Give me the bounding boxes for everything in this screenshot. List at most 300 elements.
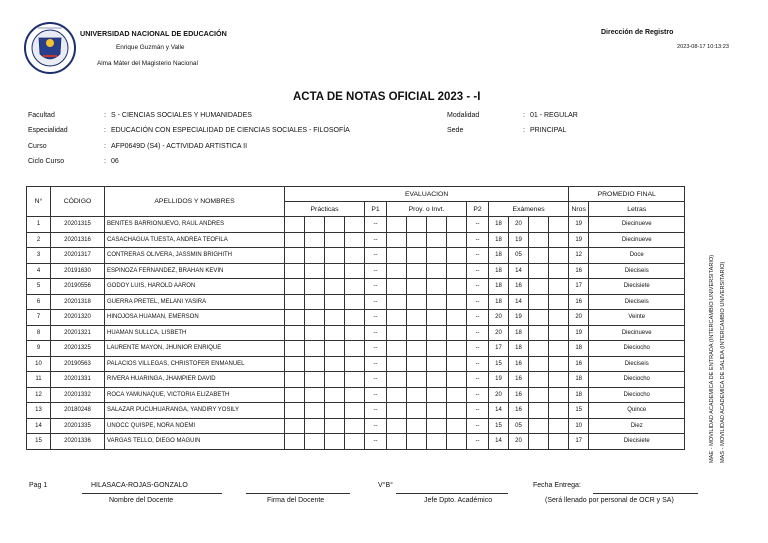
- exam2-score: 18: [509, 325, 529, 341]
- proy-cell: [427, 263, 447, 279]
- university-seal: [24, 12, 76, 84]
- p2-score: --: [467, 232, 489, 248]
- exam-cell: [529, 434, 549, 450]
- exam-cell: [549, 387, 569, 403]
- proy-cell: [387, 356, 407, 372]
- student-code: 20201316: [51, 232, 105, 248]
- proy-cell: [427, 403, 447, 419]
- student-name: CASACHAGUA TUESTA, ANDREA TEOFILA: [105, 232, 285, 248]
- proy-cell: [407, 403, 427, 419]
- student-name: GODOY LUIS, HAROLD AARON: [105, 279, 285, 295]
- final-grade-letters: Dieciocho: [589, 387, 685, 403]
- proy-cell: [427, 232, 447, 248]
- p1-score: --: [365, 279, 387, 295]
- practica-cell: [305, 294, 325, 310]
- proy-cell: [407, 232, 427, 248]
- student-name: CONTRERAS OLIVERA, JASSMIN BRIGHITH: [105, 248, 285, 264]
- final-grade-number: 20: [569, 310, 589, 326]
- proy-cell: [447, 325, 467, 341]
- p1-score: --: [365, 341, 387, 357]
- p1-score: --: [365, 434, 387, 450]
- exam-cell: [529, 294, 549, 310]
- student-code: 20190563: [51, 356, 105, 372]
- col-header-p2: P2: [467, 202, 489, 217]
- proy-cell: [387, 217, 407, 233]
- proy-cell: [427, 325, 447, 341]
- practica-cell: [285, 387, 305, 403]
- exam-cell: [549, 310, 569, 326]
- practica-cell: [345, 325, 365, 341]
- p1-score: --: [365, 418, 387, 434]
- proy-cell: [447, 217, 467, 233]
- final-grade-number: 18: [569, 341, 589, 357]
- proy-cell: [447, 341, 467, 357]
- proy-cell: [407, 310, 427, 326]
- exam-cell: [549, 294, 569, 310]
- ciclo-colon: :: [104, 158, 106, 165]
- final-grade-letters: Diez: [589, 418, 685, 434]
- practica-cell: [345, 217, 365, 233]
- proy-cell: [447, 372, 467, 388]
- exam-cell: [549, 263, 569, 279]
- final-grade-letters: Doce: [589, 248, 685, 264]
- practica-cell: [285, 325, 305, 341]
- table-row: [27, 325, 685, 341]
- practica-cell: [325, 279, 345, 295]
- student-name: UNOCC QUISPE, NORA NOEMI: [105, 418, 285, 434]
- practica-cell: [325, 372, 345, 388]
- practica-cell: [285, 248, 305, 264]
- final-grade-letters: Veinte: [589, 310, 685, 326]
- practica-cell: [285, 310, 305, 326]
- proy-cell: [387, 263, 407, 279]
- proy-cell: [387, 403, 407, 419]
- exam2-score: 20: [509, 217, 529, 233]
- exam2-score: 05: [509, 248, 529, 264]
- exam-cell: [549, 372, 569, 388]
- student-name: LAURENTE MAYON, JHUNIOR ENRIQUE: [105, 341, 285, 357]
- exam2-score: 16: [509, 372, 529, 388]
- col-header-evaluacion: EVALUACION: [285, 187, 569, 202]
- practica-cell: [345, 341, 365, 357]
- col-header-promedio: PROMEDIO FINAL: [569, 187, 685, 202]
- exam1-score: 18: [489, 279, 509, 295]
- proy-cell: [387, 232, 407, 248]
- proy-cell: [407, 372, 427, 388]
- table-row: [27, 418, 685, 434]
- p1-score: --: [365, 248, 387, 264]
- practica-cell: [285, 372, 305, 388]
- signature-line-nombre: [82, 493, 222, 494]
- practica-cell: [325, 325, 345, 341]
- practica-cell: [325, 403, 345, 419]
- table-row: [27, 263, 685, 279]
- exam2-score: 16: [509, 279, 529, 295]
- p1-score: --: [365, 387, 387, 403]
- practica-cell: [305, 387, 325, 403]
- proy-cell: [447, 403, 467, 419]
- exam-cell: [549, 217, 569, 233]
- document-title: ACTA DE NOTAS OFICIAL 2023 - -I: [293, 91, 481, 103]
- proy-cell: [447, 232, 467, 248]
- student-code: 20201315: [51, 217, 105, 233]
- final-grade-letters: Quince: [589, 403, 685, 419]
- row-number: 5: [27, 279, 51, 295]
- proy-cell: [407, 356, 427, 372]
- student-name: HINOJOSA HUAMAN, EMERSON: [105, 310, 285, 326]
- modalidad-label: Modalidad: [447, 112, 480, 119]
- p1-score: --: [365, 217, 387, 233]
- practica-cell: [305, 232, 325, 248]
- sede-label: Sede: [447, 127, 464, 134]
- practica-cell: [305, 434, 325, 450]
- final-grade-letters: Diecinueve: [589, 217, 685, 233]
- practica-cell: [305, 356, 325, 372]
- table-row: [27, 310, 685, 326]
- proy-cell: [427, 387, 447, 403]
- p2-score: --: [467, 356, 489, 372]
- proy-cell: [427, 310, 447, 326]
- practica-cell: [345, 418, 365, 434]
- facultad-colon: :: [104, 112, 106, 119]
- firma-docente-caption: Firma del Docente: [267, 497, 325, 504]
- final-grade-letters: Dieciocho: [589, 372, 685, 388]
- curso-label: Curso: [28, 143, 47, 150]
- practica-cell: [325, 294, 345, 310]
- p2-score: --: [467, 418, 489, 434]
- university-name: UNIVERSIDAD NACIONAL DE EDUCACIÓN: [80, 29, 227, 38]
- practica-cell: [345, 232, 365, 248]
- exam-cell: [529, 263, 549, 279]
- exam1-score: 18: [489, 232, 509, 248]
- col-header-practicas: Prácticas: [285, 202, 365, 217]
- practica-cell: [325, 263, 345, 279]
- student-name: BENITES BARRIONUEVO, RAUL ANDRES: [105, 217, 285, 233]
- row-number: 10: [27, 356, 51, 372]
- practica-cell: [345, 372, 365, 388]
- practica-cell: [325, 418, 345, 434]
- proy-cell: [427, 418, 447, 434]
- proy-cell: [407, 387, 427, 403]
- side-note-mas: MAS - MOVILIDAD ACADEMICA DE SALIDA (INTERCAMBIO UNIVERSITARIO): [720, 261, 726, 463]
- side-note-mae: MAE - MOVILIDAD ACADEMICA DE ENTRADA (INTERCAMBIO UNIVERSITARIO): [709, 254, 715, 463]
- p2-score: --: [467, 341, 489, 357]
- p2-score: --: [467, 387, 489, 403]
- exam2-score: 14: [509, 263, 529, 279]
- facultad-label: Facultad: [28, 112, 55, 119]
- table-row: [27, 356, 685, 372]
- p2-score: --: [467, 434, 489, 450]
- row-number: 15: [27, 434, 51, 450]
- exam-cell: [529, 387, 549, 403]
- proy-cell: [407, 248, 427, 264]
- practica-cell: [345, 248, 365, 264]
- proy-cell: [387, 310, 407, 326]
- practica-cell: [305, 310, 325, 326]
- final-grade-number: 16: [569, 356, 589, 372]
- row-number: 14: [27, 418, 51, 434]
- proy-cell: [427, 279, 447, 295]
- proy-cell: [407, 217, 427, 233]
- proy-cell: [407, 341, 427, 357]
- exam-cell: [549, 232, 569, 248]
- final-grade-number: 19: [569, 217, 589, 233]
- practica-cell: [285, 434, 305, 450]
- proy-cell: [387, 341, 407, 357]
- practica-cell: [285, 356, 305, 372]
- final-grade-number: 17: [569, 434, 589, 450]
- vb-label: V°B°: [378, 482, 393, 489]
- proy-cell: [387, 294, 407, 310]
- curso-value: AFP0649D (S4) - ACTIVIDAD ARTISTICA II: [111, 143, 248, 150]
- exam-cell: [549, 356, 569, 372]
- exam-cell: [529, 279, 549, 295]
- row-number: 12: [27, 387, 51, 403]
- student-code: 20201318: [51, 294, 105, 310]
- docente-name: HILASACA-ROJAS-GONZALO: [91, 482, 188, 489]
- practica-cell: [285, 341, 305, 357]
- exam1-score: 17: [489, 341, 509, 357]
- proy-cell: [447, 263, 467, 279]
- col-header-nros: Nros: [569, 202, 589, 217]
- col-header-letras: Letras: [589, 202, 685, 217]
- proy-cell: [387, 387, 407, 403]
- exam2-score: 16: [509, 356, 529, 372]
- practica-cell: [325, 434, 345, 450]
- final-grade-number: 15: [569, 403, 589, 419]
- facultad-value: S - CIENCIAS SOCIALES Y HUMANIDADES: [111, 112, 252, 119]
- p1-score: --: [365, 294, 387, 310]
- practica-cell: [305, 325, 325, 341]
- proy-cell: [407, 294, 427, 310]
- exam-cell: [529, 341, 549, 357]
- table-row: [27, 387, 685, 403]
- proy-cell: [427, 248, 447, 264]
- col-header-nombres: APELLIDOS Y NOMBRES: [105, 187, 285, 217]
- p2-score: --: [467, 217, 489, 233]
- grades-table: [26, 186, 685, 450]
- practica-cell: [305, 403, 325, 419]
- exam-cell: [529, 248, 549, 264]
- final-grade-letters: Dieciseis: [589, 356, 685, 372]
- practica-cell: [285, 294, 305, 310]
- final-grade-number: 18: [569, 387, 589, 403]
- p2-score: --: [467, 263, 489, 279]
- signature-line-jefe: [396, 493, 508, 494]
- table-row: [27, 248, 685, 264]
- practica-cell: [345, 403, 365, 419]
- p1-score: --: [365, 263, 387, 279]
- proy-cell: [387, 434, 407, 450]
- final-grade-letters: Diecinueve: [589, 325, 685, 341]
- signature-line-firma: [246, 493, 350, 494]
- ocr-note: (Será llenado por personal de OCR y SA): [545, 497, 674, 504]
- final-grade-number: 12: [569, 248, 589, 264]
- proy-cell: [447, 294, 467, 310]
- proy-cell: [427, 217, 447, 233]
- jefe-caption: Jefe Dpto. Académico: [424, 497, 493, 504]
- exam1-score: 14: [489, 403, 509, 419]
- proy-cell: [407, 279, 427, 295]
- proy-cell: [447, 434, 467, 450]
- final-grade-number: 10: [569, 418, 589, 434]
- final-grade-letters: Diecinueve: [589, 232, 685, 248]
- table-row: [27, 341, 685, 357]
- student-code: 20190556: [51, 279, 105, 295]
- proy-cell: [387, 325, 407, 341]
- student-name: GUERRA PRETEL, MELANI YASIRA: [105, 294, 285, 310]
- sede-colon: :: [523, 127, 525, 134]
- final-grade-letters: Dieciseis: [589, 294, 685, 310]
- proy-cell: [447, 248, 467, 264]
- especialidad-value: EDUCACIÓN CON ESPECIALIDAD DE CIENCIAS SOCIALES - FILOSOFÍA: [111, 127, 350, 134]
- nombre-docente-caption: Nombre del Docente: [109, 497, 174, 504]
- proy-cell: [427, 341, 447, 357]
- practica-cell: [305, 279, 325, 295]
- final-grade-letters: Diecisiete: [589, 279, 685, 295]
- student-code: 20201332: [51, 387, 105, 403]
- exam1-score: 18: [489, 263, 509, 279]
- table-row: [27, 434, 685, 450]
- exam1-score: 15: [489, 418, 509, 434]
- student-code: 20201321: [51, 325, 105, 341]
- exam-cell: [529, 325, 549, 341]
- office-name: Dirección de Registro: [601, 29, 674, 36]
- practica-cell: [285, 263, 305, 279]
- row-number: 11: [27, 372, 51, 388]
- practica-cell: [325, 356, 345, 372]
- exam2-score: 20: [509, 434, 529, 450]
- practica-cell: [345, 263, 365, 279]
- proy-cell: [427, 434, 447, 450]
- p2-score: --: [467, 248, 489, 264]
- practica-cell: [305, 248, 325, 264]
- student-code: 20201336: [51, 434, 105, 450]
- practica-cell: [345, 310, 365, 326]
- table-row: [27, 232, 685, 248]
- especialidad-label: Especialidad: [28, 127, 68, 134]
- student-code: 20201335: [51, 418, 105, 434]
- practica-cell: [345, 434, 365, 450]
- row-number: 1: [27, 217, 51, 233]
- student-code: 20201320: [51, 310, 105, 326]
- p2-score: --: [467, 403, 489, 419]
- practica-cell: [305, 341, 325, 357]
- exam1-score: 18: [489, 248, 509, 264]
- exam1-score: 14: [489, 434, 509, 450]
- student-name: VARGAS TELLO, DIEGO MAGUIN: [105, 434, 285, 450]
- practica-cell: [285, 418, 305, 434]
- exam-cell: [549, 403, 569, 419]
- exam2-score: 14: [509, 294, 529, 310]
- signature-line-fecha: [593, 493, 698, 494]
- practica-cell: [345, 294, 365, 310]
- exam-cell: [529, 372, 549, 388]
- student-name: ROCA YAMUNAQUE, VICTORIA ELIZABETH: [105, 387, 285, 403]
- table-row: [27, 372, 685, 388]
- practica-cell: [305, 217, 325, 233]
- row-number: 8: [27, 325, 51, 341]
- fecha-entrega-label: Fecha Entrega:: [533, 482, 581, 489]
- university-subtitle: Enrique Guzmán y Valle: [116, 44, 185, 51]
- proy-cell: [407, 434, 427, 450]
- exam2-score: 05: [509, 418, 529, 434]
- proy-cell: [387, 248, 407, 264]
- exam-cell: [529, 217, 549, 233]
- col-header-examenes: Exámenes: [489, 202, 569, 217]
- modalidad-colon: :: [523, 112, 525, 119]
- proy-cell: [387, 372, 407, 388]
- p2-score: --: [467, 372, 489, 388]
- exam2-score: 16: [509, 387, 529, 403]
- practica-cell: [305, 263, 325, 279]
- row-number: 13: [27, 403, 51, 419]
- student-code: 20180248: [51, 403, 105, 419]
- sede-value: PRINCIPAL: [530, 127, 567, 134]
- especialidad-colon: :: [104, 127, 106, 134]
- exam-cell: [529, 418, 549, 434]
- exam2-score: 19: [509, 310, 529, 326]
- proy-cell: [427, 356, 447, 372]
- ciclo-value: 06: [111, 158, 119, 165]
- exam-cell: [549, 248, 569, 264]
- exam-cell: [529, 232, 549, 248]
- practica-cell: [325, 310, 345, 326]
- p1-score: --: [365, 403, 387, 419]
- p2-score: --: [467, 310, 489, 326]
- practica-cell: [285, 232, 305, 248]
- row-number: 7: [27, 310, 51, 326]
- practica-cell: [325, 248, 345, 264]
- final-grade-letters: Diecisiete: [589, 434, 685, 450]
- proy-cell: [407, 325, 427, 341]
- exam-cell: [549, 418, 569, 434]
- practica-cell: [345, 279, 365, 295]
- row-number: 6: [27, 294, 51, 310]
- final-grade-number: 17: [569, 279, 589, 295]
- proy-cell: [427, 372, 447, 388]
- exam-cell: [529, 403, 549, 419]
- exam-cell: [549, 279, 569, 295]
- exam2-score: 19: [509, 232, 529, 248]
- student-code: 20201331: [51, 372, 105, 388]
- col-header-p1: P1: [365, 202, 387, 217]
- student-name: RIVERA HUARINGA, JHAMPIER DAVID: [105, 372, 285, 388]
- university-motto: Alma Máter del Magisterio Nacional: [97, 60, 198, 67]
- student-code: 20201317: [51, 248, 105, 264]
- p1-score: --: [365, 310, 387, 326]
- final-grade-letters: Dieciocho: [589, 341, 685, 357]
- exam2-score: 16: [509, 403, 529, 419]
- proy-cell: [407, 263, 427, 279]
- practica-cell: [305, 372, 325, 388]
- exam1-score: 18: [489, 294, 509, 310]
- col-header-codigo: CÓDIGO: [51, 187, 105, 217]
- exam-cell: [529, 356, 549, 372]
- p1-score: --: [365, 372, 387, 388]
- practica-cell: [305, 418, 325, 434]
- exam-cell: [549, 341, 569, 357]
- final-grade-number: 16: [569, 263, 589, 279]
- student-code: 20191630: [51, 263, 105, 279]
- exam1-score: 20: [489, 310, 509, 326]
- practica-cell: [325, 232, 345, 248]
- exam1-score: 20: [489, 325, 509, 341]
- student-name: SALAZAR PUCUHUARANGA, YANDIRY YOSILY: [105, 403, 285, 419]
- proy-cell: [407, 418, 427, 434]
- row-number: 4: [27, 263, 51, 279]
- practica-cell: [285, 403, 305, 419]
